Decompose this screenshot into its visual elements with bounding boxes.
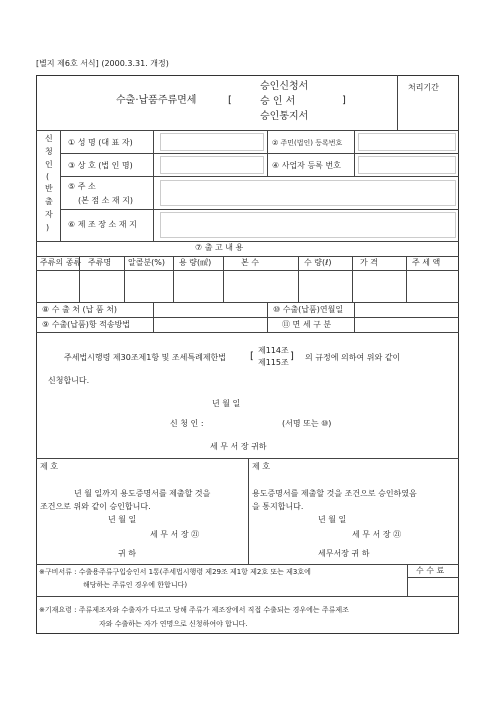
- form-reference: [별지 제6호 서식] (2000.3.31. 개정): [36, 59, 169, 68]
- approval-left-number: 제 호: [40, 462, 58, 471]
- exemption-type-label: ⑪ 면 세 구 분: [282, 320, 332, 329]
- application-date: 년 월 일: [212, 399, 241, 408]
- statement-prefix: 주세법시행령 제30조제1항 및 조세특례제한법: [64, 353, 227, 362]
- title-option-approval: 승 인 서: [260, 96, 296, 107]
- business-number-field[interactable]: [358, 156, 456, 174]
- sign-or-seal: (서명 또는 ⑩): [282, 419, 332, 428]
- required-documents-line-1: ※구비서류 : 수출용주류구입승인서 1통(주세법시행령 제29조 제1항 제2호 또는 제3호에: [39, 568, 311, 576]
- shipment-row[interactable]: [37, 271, 458, 301]
- name-label: ① 성 명 (대 표 자): [68, 138, 133, 147]
- factory-location-field[interactable]: [160, 212, 456, 238]
- form-title: 수출·납품주류면세: [116, 95, 197, 106]
- title-option-application: 승인신청서: [260, 81, 309, 92]
- processing-period-label: 처리기간: [408, 83, 439, 92]
- approval-left-text-1: 년 월 일까지 용도증명서를 제출할 것을: [74, 489, 211, 498]
- fee-field[interactable]: [408, 578, 458, 596]
- title-option-notice: 승인통지서: [260, 111, 309, 122]
- resident-number-field[interactable]: [358, 133, 456, 151]
- trade-name-field[interactable]: [160, 156, 264, 174]
- statement-article-115: 제115조: [258, 358, 289, 367]
- resident-number-label: ② 주민(법인) 등록번호: [272, 139, 343, 147]
- title-bracket-open: [: [228, 95, 232, 106]
- approval-right-text-1: 용도증명서를 제출할 것을 조건으로 승인하였음: [252, 489, 417, 498]
- title-bracket-close: ]: [342, 95, 346, 106]
- approval-left-date: 년 월 일: [108, 515, 137, 524]
- required-documents-line-2: 해당하는 주류인 경우에 한합니다): [83, 581, 188, 589]
- writing-guide-line-1: ※기재요령 : 주류제조자와 수출자가 다르고 당해 주류가 제조장에서 직접 수출되는 경우에는 주류제조: [39, 606, 349, 614]
- statement-suffix: 의 규정에 의하여 위와 같이: [305, 353, 401, 362]
- address-label: ⑤ 주 소: [68, 182, 96, 191]
- name-field[interactable]: [160, 133, 264, 151]
- approval-left-officer: 세 무 서 장 ㉑: [150, 530, 200, 539]
- title-divider: [397, 75, 398, 130]
- addressee: 세 무 서 장 귀하: [210, 442, 267, 451]
- approval-right-text-2: 을 통지합니다.: [252, 502, 304, 511]
- approval-right-number: 제 호: [252, 462, 270, 471]
- factory-location-label: ⑥ 제 조 장 소 재 지: [68, 220, 137, 229]
- approval-left-text-2: 조건으로 위와 같이 승인합니다.: [40, 502, 151, 511]
- trade-name-label: ③ 상 호 (법 인 명): [68, 161, 133, 170]
- statement-article-114: 제114조: [258, 346, 289, 355]
- writing-guide-line-2: 자와 수출하는 자가 연명으로 신청하여야 합니다.: [99, 620, 248, 628]
- approval-right-to: 세무서장 귀 하: [318, 549, 370, 558]
- export-port-label: ⑨ 수출(납품)항 적송방법: [42, 320, 131, 329]
- export-destination-label: ⑧ 수 출 처 (납 품 처): [42, 305, 118, 314]
- statement-bracket-open: [: [250, 351, 254, 362]
- export-date-label: ⑩ 수출(납품)연월일: [273, 305, 344, 314]
- statement-bracket-close: ]: [290, 351, 294, 362]
- approval-right-date: 년 월 일: [318, 515, 347, 524]
- approval-left-to: 귀 하: [118, 549, 136, 558]
- applicant-sign-label: 신 청 인 :: [170, 419, 204, 428]
- shipment-header: ⑦ 출 고 내 용: [195, 243, 244, 252]
- head-office-label: (본 점 소 재 지): [78, 196, 134, 205]
- statement-closing: 신청합니다.: [48, 376, 90, 385]
- fee-label: 수 수 료: [416, 566, 445, 575]
- address-field[interactable]: [160, 180, 456, 206]
- business-number-label: ④ 사업자 등록 번호: [272, 161, 341, 170]
- approval-right-officer: 세 무 서 장 ㉑: [352, 530, 402, 539]
